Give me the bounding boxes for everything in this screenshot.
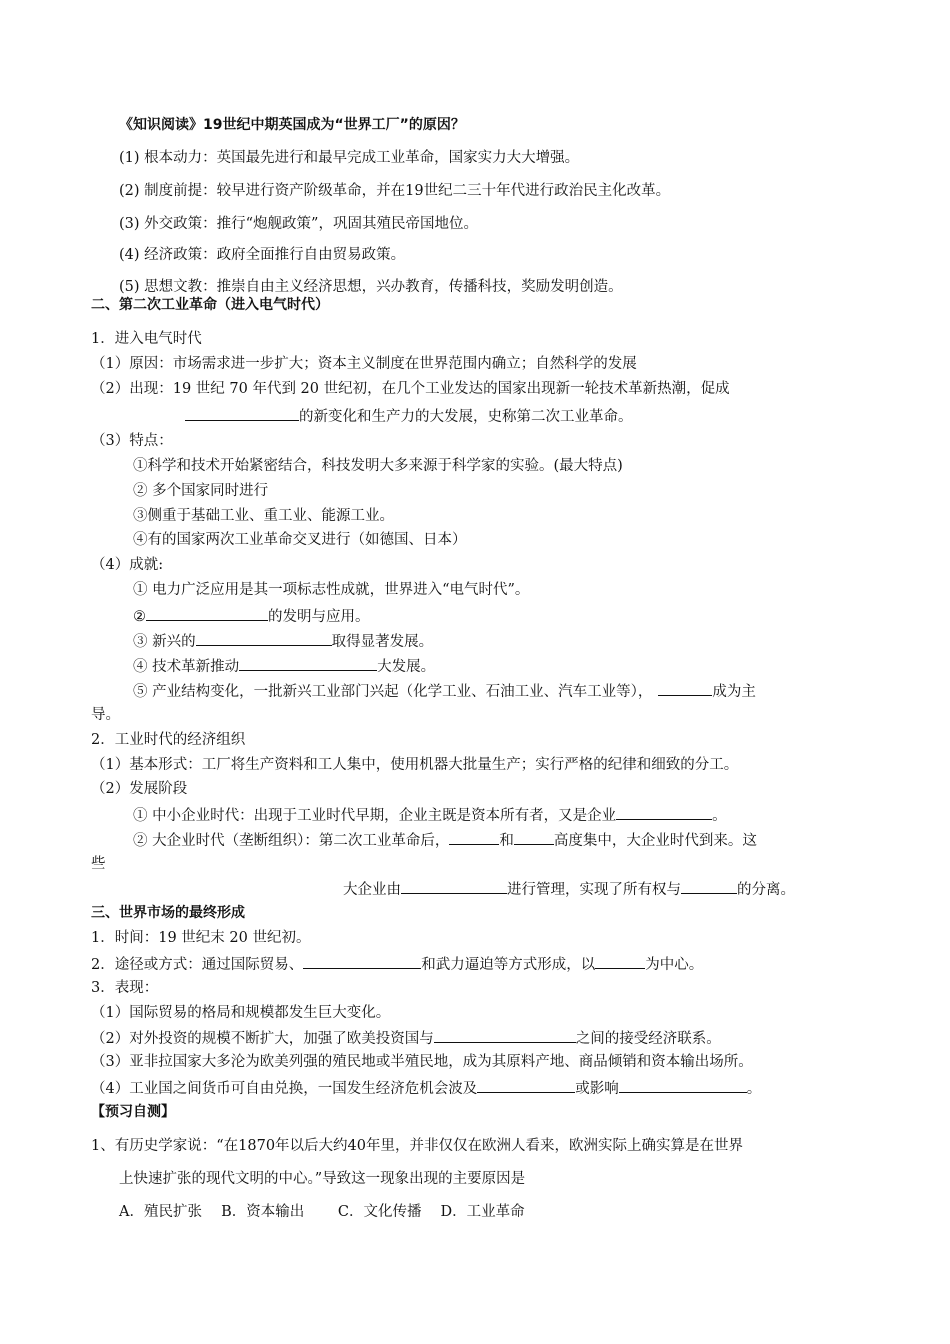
fill-blank[interactable] [514, 830, 554, 845]
stage-1: ① 中小企业时代：出现于工业时代早期，企业主既是资本所有者，又是企业 。 [133, 805, 727, 825]
market-show-2: （2）对外投资的规模不断扩大，加强了欧美投资国与 之间的接受经济联系。 [91, 1028, 721, 1048]
stages-heading: （2）发展阶段 [91, 781, 188, 797]
achievement-5: ⑤ 产业结构变化，一批新兴工业部门兴起（化学工业、石油工业、汽车工业等）， 成为主 [133, 681, 756, 701]
fill-blank[interactable] [616, 805, 712, 820]
fill-blank[interactable] [681, 879, 737, 894]
fill-blank[interactable] [434, 1028, 576, 1043]
fill-blank[interactable] [595, 954, 645, 969]
fill-blank[interactable] [449, 830, 499, 845]
appear-line-b: 的新变化和生产力的大发展，史称第二次工业革命。 [185, 406, 633, 426]
fill-blank[interactable] [401, 879, 507, 894]
fill-blank[interactable] [185, 406, 299, 421]
stage-2-wrap: 些 [91, 856, 106, 872]
achievement-3: ③ 新兴的 取得显著发展。 [133, 631, 433, 651]
reading-item-1: (1) 根本动力：英国最先进行和最早完成工业革命，国家实力大大增强。 [119, 150, 580, 166]
reading-title: 《知识阅读》19世纪中期英国成为“世界工厂”的原因？ [119, 117, 465, 133]
reading-item-5: (5) 思想文教：推崇自由主义经济思想，兴办教育，传播科技，奖励发明创造。 [119, 279, 623, 295]
section2-heading: 二、第二次工业革命（进入电气时代） [91, 297, 329, 313]
market-time: 1．时间：19 世纪末 20 世纪初。 [91, 930, 311, 946]
fill-blank[interactable] [146, 606, 268, 621]
market-show-3: （3）亚非拉国家大多沦为欧美列强的殖民地或半殖民地，成为其原料产地、商品倾销和资本输出场所。 [91, 1054, 753, 1070]
preview-heading: 【预习自测】 [91, 1104, 175, 1120]
s2-subheading-1: 1．进入电气时代 [91, 331, 202, 347]
fill-blank[interactable] [477, 1078, 575, 1093]
question-1-options: A．殖民扩张 B．资本输出 C．文化传播 D．工业革命 [119, 1204, 525, 1220]
reading-item-4: (4) 经济政策：政府全面推行自由贸易政策。 [119, 247, 406, 263]
achievement-5-tail: 导。 [91, 707, 120, 723]
market-show-heading: 3．表现： [91, 980, 159, 996]
achievement-4: ④ 技术革新推动 大发展。 [133, 656, 435, 676]
features-heading: （3）特点： [91, 433, 173, 449]
reading-item-3: (3) 外交政策：推行“炮舰政策”，巩固其殖民帝国地位。 [119, 216, 478, 232]
achievement-1: ① 电力广泛应用是其一项标志性成就，世界进入“电气时代”。 [133, 582, 530, 598]
feature-1: ①科学和技术开始紧密结合，科技发明大多来源于科学家的实验。(最大特点) [133, 458, 623, 474]
fill-blank[interactable] [196, 631, 332, 646]
fill-blank[interactable] [239, 656, 377, 671]
basic-form: （1）基本形式：工厂将生产资料和工人集中，使用机器大批量生产；实行严格的纪律和细致的分工。 [91, 757, 739, 773]
feature-3: ③侧重于基础工业、重工业、能源工业。 [133, 508, 394, 524]
appear-line-a: （2）出现：19 世纪 70 年代到 20 世纪初，在几个工业发达的国家出现新一轮技术革新热潮，促成 [91, 381, 730, 397]
market-show-1: （1）国际贸易的格局和规模都发生巨大变化。 [91, 1005, 391, 1021]
fill-blank[interactable] [303, 954, 421, 969]
reading-item-2: (2) 制度前提：较早进行资产阶级革命，并在19世纪二三十年代进行政治民主化改革。 [119, 183, 671, 199]
fill-blank[interactable] [619, 1078, 747, 1093]
achievement-2: ② 的发明与应用。 [133, 606, 370, 626]
cause-line: （1）原因：市场需求进一步扩大；资本主义制度在世界范围内确立；自然科学的发展 [91, 356, 637, 372]
question-1-line-2: 上快速扩张的现代文明的中心。”导致这一现象出现的主要原因是 [119, 1171, 526, 1187]
stage-2-cont: 大企业由 进行管理，实现了所有权与 的分离。 [343, 879, 795, 899]
stage-2: ② 大企业时代（垄断组织）：第二次工业革命后， 和 高度集中，大企业时代到来。这 [133, 830, 757, 850]
feature-4: ④有的国家两次工业革命交叉进行（如德国、日本） [133, 532, 467, 548]
achievements-heading: （4）成就: [91, 557, 164, 573]
market-way: 2．途径或方式：通过国际贸易、 和武力逼迫等方式形成，以 为中心。 [91, 954, 703, 974]
s2-subheading-2: 2．工业时代的经济组织 [91, 732, 246, 748]
market-show-4: （4）工业国之间货币可自由兑换，一国发生经济危机会波及 或影响 。 [91, 1078, 761, 1098]
section3-heading: 三、世界市场的最终形成 [91, 905, 245, 921]
question-1-line-1: 1、有历史学家说：“在1870年以后大约40年里，并非仅仅在欧洲人看来，欧洲实际上确实算是在世界 [91, 1138, 743, 1154]
fill-blank[interactable] [658, 681, 712, 696]
feature-2: ② 多个国家同时进行 [133, 483, 269, 499]
